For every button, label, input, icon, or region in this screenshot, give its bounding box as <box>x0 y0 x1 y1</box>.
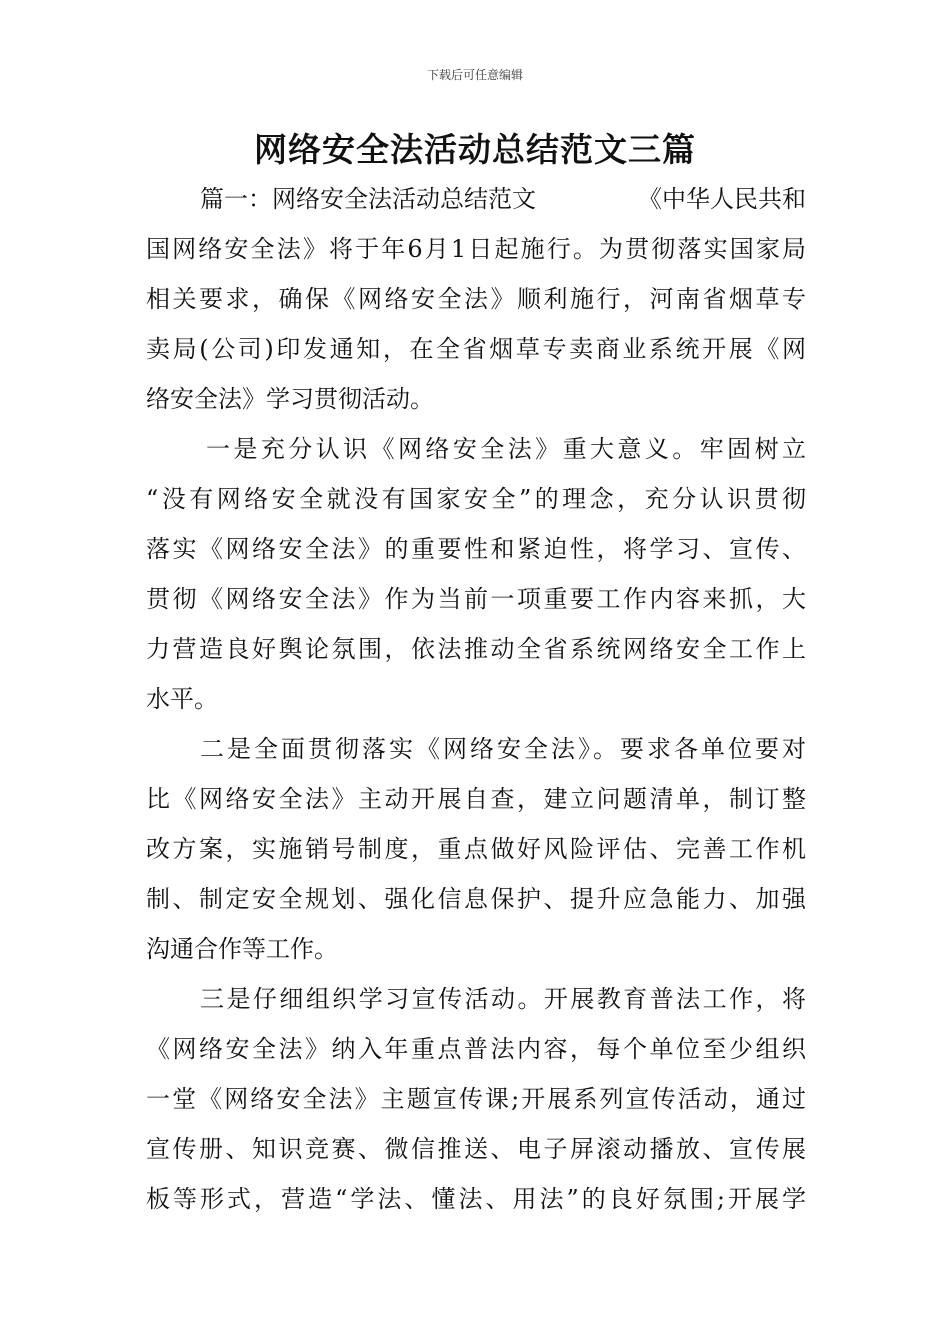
paragraph-line: 络安全法》学习贯彻活动。 <box>146 385 434 413</box>
intro-heading-continuation: 《中华人民共和 <box>638 185 806 213</box>
header-note: 下载后可任意编辑 <box>426 68 523 82</box>
intro-heading-text: 篇一：网络安全法活动总结范文 <box>200 185 536 213</box>
paragraph-line: 制、制定安全规划、强化信息保护、提升应急能力、加强 <box>146 885 806 913</box>
paragraph-line: 板等形式，营造“学法、懂法、用法”的良好氛围;开展学 <box>146 1185 806 1213</box>
paragraph-line: 贯彻《网络安全法》作为当前一项重要工作内容来抓，大 <box>146 585 806 613</box>
paragraph-line: 卖局(公司)印发通知，在全省烟草专卖商业系统开展《网 <box>146 335 806 363</box>
paragraph-point-three <box>146 974 806 1224</box>
paragraph-line: 国网络安全法》将于年6月1日起施行。为贯彻落实国家局 <box>146 235 806 263</box>
paragraph-line: 《网络安全法》纳入年重点普法内容，每个单位至少组织 <box>146 1035 806 1063</box>
document-title: 网络安全法活动总结范文三篇 <box>254 130 696 169</box>
paragraph-line: 改方案，实施销号制度，重点做好风险评估、完善工作机 <box>146 835 806 863</box>
paragraph-line: 力营造良好舆论氛围，依法推动全省系统网络安全工作上 <box>146 635 806 663</box>
paragraph-line: 比《网络安全法》主动开展自查，建立问题清单，制订整 <box>146 785 806 813</box>
paragraph-line <box>146 174 806 224</box>
paragraph-line: “没有网络安全就没有国家安全”的理念，充分认识贯彻 <box>146 485 806 513</box>
paragraph-line: 三是仔细组织学习宣传活动。开展教育普法工作，将 <box>200 985 806 1013</box>
paragraph-point-two <box>146 724 806 974</box>
paragraph-line: 一堂《网络安全法》主题宣传课;开展系列宣传活动，通过 <box>146 1085 806 1113</box>
paragraph-line: 沟通合作等工作。 <box>146 935 338 963</box>
paragraph-line: 水平。 <box>146 685 218 713</box>
document-body <box>146 174 806 1224</box>
paragraph-line: 落实《网络安全法》的重要性和紧迫性，将学习、宣传、 <box>146 535 806 563</box>
paragraph-point-one <box>146 424 806 724</box>
paragraph-line: 一是充分认识《网络安全法》重大意义。牢固树立 <box>206 435 806 463</box>
paragraph-intro <box>146 174 806 424</box>
paragraph-line: 相关要求，确保《网络安全法》顺利施行，河南省烟草专 <box>146 285 806 313</box>
paragraph-line: 宣传册、知识竞赛、微信推送、电子屏滚动播放、宣传展 <box>146 1135 806 1163</box>
paragraph-line: 二是全面贯彻落实《网络安全法》。要求各单位要对 <box>200 735 806 763</box>
